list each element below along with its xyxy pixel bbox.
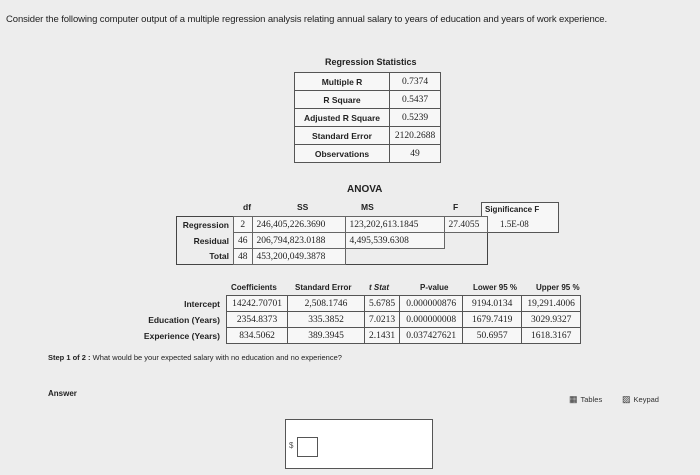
coef-lower-95: 1679.7419 [463,312,522,328]
table-row [110,328,581,344]
anova-ms [345,249,444,265]
coef-header-coefficients: Coefficients [231,283,277,292]
coef-standard-error: 389.3945 [288,328,365,344]
coef-t-stat: 5.6785 [365,296,400,312]
table-row [295,127,441,145]
tables-button-label: Tables [580,394,603,404]
coef-lower-95: 9194.0134 [463,296,522,312]
stat-value: 0.5239 [390,109,441,127]
step-question: What would be your expected salary with no education and no experience? [92,353,342,362]
step-prompt [48,353,342,362]
step-number: Step 1 of 2 : [48,353,91,362]
coef-p-value: 0.000000008 [400,312,463,328]
anova-title: ANOVA [347,184,383,195]
anova-ss: 453,200,049.3878 [252,249,345,265]
keypad-icon: ▨ [622,393,631,404]
coef-header-upper-95: Upper 95 % [536,283,580,292]
anova-f: 27.4055 [444,217,487,233]
anova-df: 48 [234,249,253,265]
anova-df: 46 [234,233,253,249]
anova-table [176,216,488,265]
stat-value: 0.5437 [390,91,441,109]
coef-header-t-stat: t Stat [369,283,389,292]
answer-box [285,419,433,469]
coef-upper-95: 19,291.4006 [522,296,581,312]
anova-header-df: df [243,202,252,212]
coef-upper-95: 3029.9327 [522,312,581,328]
coef-row-label: Experience (Years) [143,330,220,341]
stat-label: Observations [295,145,390,163]
question-text: Consider the following computer output of a multiple regression analysis relating annual salary to years of education and years of work experience. [6,14,608,25]
coef-t-stat: 7.0213 [365,312,400,328]
table-row [177,249,488,265]
stat-value: 0.7374 [390,73,441,91]
tables-button[interactable] [569,393,602,405]
coef-standard-error: 2,508.1746 [288,296,365,312]
anova-row-label: Residual [177,233,234,249]
anova-header-f: F [453,202,459,212]
coef-lower-95: 50.6957 [463,328,522,344]
keypad-button-label: Keypad [633,394,659,404]
coef-row-label: Education (Years) [148,314,220,325]
table-row [295,145,441,163]
anova-header-ms: MS [361,202,374,212]
coefficients-table [110,295,581,344]
coef-value: 14242.70701 [227,296,288,312]
regression-statistics-table [294,72,441,163]
table-row [177,233,488,249]
stat-label: Multiple R [295,73,390,91]
keypad-button[interactable] [622,393,659,405]
anova-ss: 246,405,226.3690 [252,217,345,233]
coef-header-p-value: P-value [420,283,449,292]
stat-value: 49 [390,145,441,163]
table-row [295,109,441,127]
table-row [295,91,441,109]
stat-value: 2120.2688 [390,127,441,145]
anova-row-label: Regression [177,217,234,233]
coef-t-stat: 2.1431 [365,328,400,344]
stat-label: R Square [295,91,390,109]
table-row [177,217,488,233]
anova-header-significance-f: Significance F [485,205,540,214]
coef-p-value: 0.037427621 [400,328,463,344]
anova-ss: 206,794,823.0188 [252,233,345,249]
anova-df: 2 [234,217,253,233]
regression-statistics-title: Regression Statistics [325,57,417,67]
table-row [110,296,581,312]
coef-header-lower-95: Lower 95 % [473,283,518,292]
significance-f-value: 1.5E-08 [500,219,529,229]
table-icon: ▦ [569,393,578,404]
table-row [110,312,581,328]
anova-ms: 123,202,613.1845 [345,217,444,233]
stat-label: Standard Error [295,127,390,145]
table-row [295,73,441,91]
coef-header-standard-error: Standard Error [295,283,352,292]
answer-input[interactable] [297,437,318,457]
currency-symbol: $ [289,441,294,450]
answer-label: Answer [48,389,77,398]
coef-p-value: 0.000000876 [400,296,463,312]
anova-ms: 4,495,539.6308 [345,233,444,249]
coef-standard-error: 335.3852 [288,312,365,328]
coef-row-label: Intercept [184,298,220,309]
anova-row-label: Total [177,249,234,265]
coef-value: 2354.8373 [227,312,288,328]
stat-label: Adjusted R Square [295,109,390,127]
anova-f [444,249,487,265]
anova-header-ss: SS [297,202,309,212]
anova-f [444,233,487,249]
coef-value: 834.5062 [227,328,288,344]
coef-upper-95: 1618.3167 [522,328,581,344]
